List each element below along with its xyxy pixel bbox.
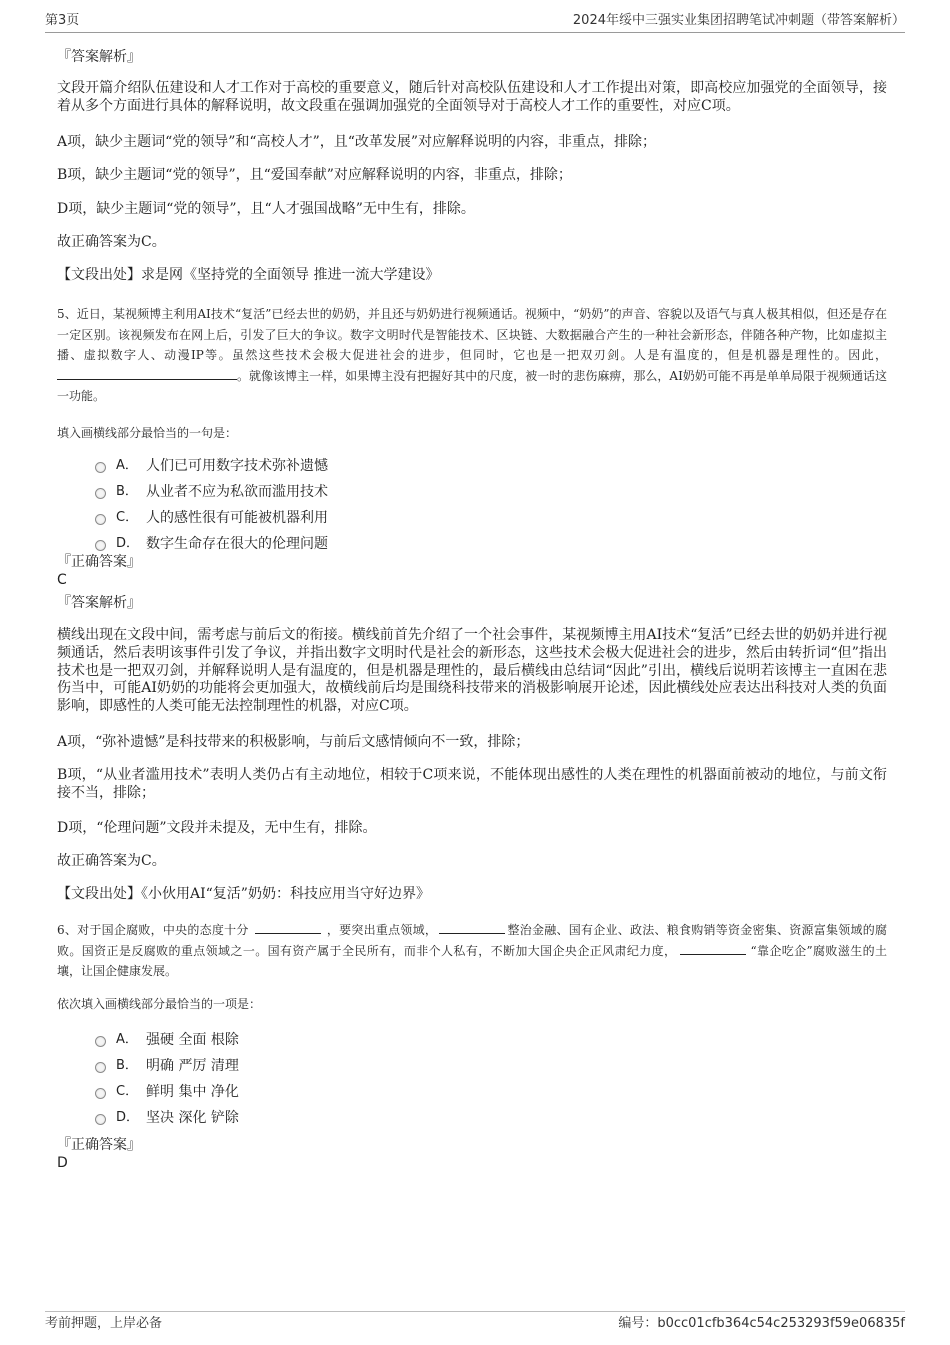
question-5-option-a[interactable]: A． 人们已可用数字技术弥补遗憾	[95, 456, 328, 476]
question-6-blank-3	[680, 942, 746, 955]
radio-button[interactable]	[95, 540, 106, 551]
question-5-option-d[interactable]: D． 数字生命存在很大的伦理问题	[95, 534, 328, 554]
question-6-option-d[interactable]: D． 坚决 深化 铲除	[95, 1108, 239, 1128]
question-5-answer: C	[57, 572, 67, 588]
page-header	[45, 12, 905, 33]
footer-slogan: 考前押题，上岸必备	[45, 1316, 163, 1331]
radio-button[interactable]	[95, 1088, 106, 1099]
question-5-prompt: 填入画横线部分最恰当的一句是：	[57, 426, 238, 440]
prev-conclusion: 故正确答案为C。	[57, 234, 166, 250]
prev-analysis-text: 文段开篇介绍队伍建设和人才工作对于高校的重要意义，随后针对高校队伍建设和人才工作提出对策，即高校应加强党的全面领导，接着从多个方面进行具体的解释说明，故文段重在强调加强党的全面领导对于高校人才工作的重要性，对应C项。	[57, 80, 887, 114]
radio-button[interactable]	[95, 1114, 106, 1125]
question-5-blank	[57, 367, 237, 380]
prev-option-a-explain: A项，缺少主题词“党的领导”和“高校人才”，且“改革发展”对应解释说明的内容，非重点，排除；	[57, 134, 657, 150]
prev-option-d-explain: D项，缺少主题词“党的领导”，且“人才强国战略”无中生有，排除。	[57, 201, 475, 217]
prev-analysis-label: 『答案解析』	[57, 49, 141, 65]
question-5-stem: 5、近日，某视频博主利用AI技术“复活”已经去世的奶奶，并且还与奶奶进行视频通话。视频中，“奶奶”的声音、容貌以及语气与真人极其相似，但还是存在一定区别。该视频发布在网上后，引发了巨大的争议。数字文明时代是智能技术、区块链、大数据融合产生的一种社会新形态，伴随各种产物，比如虚拟主播、虚拟数字人、动漫IP等。虽然这些技术会极大促进社会的进步，但同时，它也是一把双刃剑。人是有温度的，但是机器是理性的。因此，。就像该博主一样，如果博主没有把握好其中的尺度，被一时的悲伤麻痹，那么，AI奶奶可能不再是单单局限于视频通话这一功能。	[57, 307, 887, 403]
document-serial: 编号：b0cc01cfb364c54c253293f59e06835f	[618, 1316, 905, 1331]
radio-button[interactable]	[95, 1036, 106, 1047]
question-5-option-d-explain: D项，“伦理问题”文段并未提及，无中生有，排除。	[57, 820, 377, 836]
question-6-stem: 6、对于国企腐败，中央的态度十分 ，要突出重点领域， 整治金融、国有企业、政法、粮食购销等资金密集、资源富集领域的腐败。国资正是反腐败的重点领域之一。国有资产属于全民所有，而非个人私有，不断加大国企央企正风肃纪力度， “靠企吃企”腐败滋生的土壤，让国企健康发展。	[57, 923, 887, 978]
question-6-answer-label: 『正确答案』	[57, 1137, 141, 1153]
question-6-blank-2	[439, 921, 505, 934]
radio-button[interactable]	[95, 1062, 106, 1073]
question-5-answer-label: 『正确答案』	[57, 554, 141, 570]
prev-option-b-explain: B项，缺少主题词“党的领导”，且“爱国奉献”对应解释说明的内容，非重点，排除；	[57, 167, 572, 183]
radio-button[interactable]	[95, 462, 106, 473]
question-6-option-a[interactable]: A． 强硬 全面 根除	[95, 1030, 239, 1050]
question-5-source: 【文段出处】《小伙用AI“复活”奶奶：科技应用当守好边界》	[57, 886, 430, 902]
question-5-analysis: 横线出现在文段中间，需考虑与前后文的衔接。横线前首先介绍了一个社会事件，某视频博主用AI技术“复活”已经去世的奶奶并进行视频通话，然后表明该事件引发了争议，并指出数字文明时代是社会的新形态，这些技术会极大促进社会的进步，然后由转折词“但”指出技术也是一把双刃剑，并解释说明人是有温度的，但是机器是理性的，最后横线由总结词“因此”引出，横线后说明若该博主一直困在悲伤当中，可能AI奶奶的功能将会更加强大，故横线前后均是围绕科技带来的消极影响展开论述，因此横线处应表达出科技对人类的负面影响，即感性的人类可能无法控制理性的机器，对应C项。	[57, 627, 887, 715]
page-number: 第3页	[45, 13, 80, 28]
question-6-option-c[interactable]: C． 鲜明 集中 净化	[95, 1082, 239, 1102]
question-5-option-b[interactable]: B． 从业者不应为私欲而滥用技术	[95, 482, 328, 502]
document-title: 2024年绥中三强实业集团招聘笔试冲刺题（带答案解析）	[572, 13, 905, 28]
radio-button[interactable]	[95, 514, 106, 525]
question-5-analysis-label: 『答案解析』	[57, 595, 141, 611]
question-5-option-c[interactable]: C． 人的感性很有可能被机器利用	[95, 508, 328, 528]
page-footer	[45, 1311, 905, 1336]
question-6-answer: D	[57, 1155, 68, 1171]
question-6-option-b[interactable]: B． 明确 严厉 清理	[95, 1056, 239, 1076]
prev-source: 【文段出处】求是网《坚持党的全面领导 推进一流大学建设》	[57, 267, 440, 283]
question-6-blank-1	[255, 921, 321, 934]
question-5-option-a-explain: A项，“弥补遗憾”是科技带来的积极影响，与前后文感情倾向不一致，排除；	[57, 734, 530, 750]
question-5-conclusion: 故正确答案为C。	[57, 853, 166, 869]
question-6-prompt: 依次填入画横线部分最恰当的一项是：	[57, 997, 262, 1011]
question-5-option-b-explain: B项，“从业者滥用技术”表明人类仍占有主动地位，相较于C项来说，不能体现出感性的人类在理性的机器面前被动的地位，与前文衔接不当，排除；	[57, 767, 887, 801]
radio-button[interactable]	[95, 488, 106, 499]
